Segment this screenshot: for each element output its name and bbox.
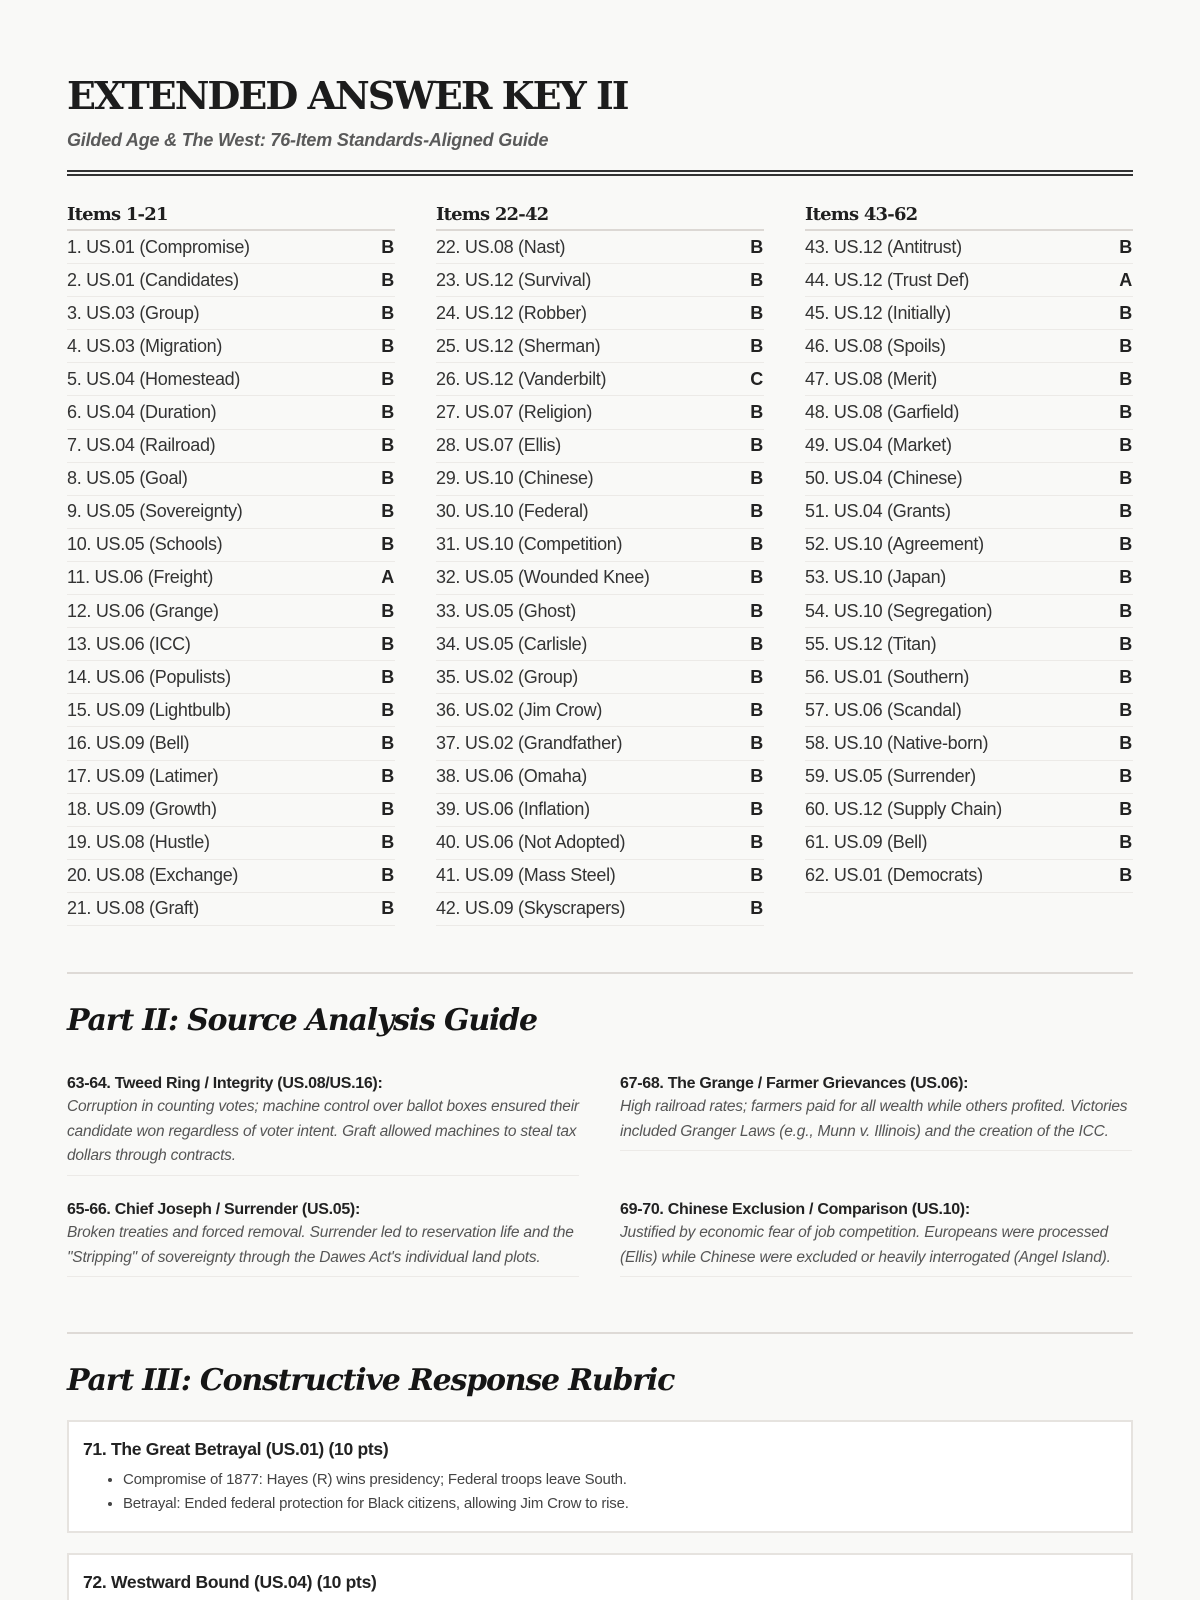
answer-row bbox=[805, 363, 1133, 396]
item-answer: B bbox=[750, 732, 763, 753]
answer-row bbox=[436, 761, 764, 794]
item-label: 48. US.08 (Garfield) bbox=[805, 402, 960, 423]
item-answer: B bbox=[750, 865, 763, 886]
item-answer: B bbox=[381, 501, 394, 522]
source-entry bbox=[67, 1199, 579, 1277]
answer-row bbox=[67, 893, 395, 926]
item-answer: B bbox=[750, 832, 763, 853]
rubric-title: 71. The Great Betrayal (US.01) (10 pts) bbox=[83, 1439, 389, 1459]
item-label: 55. US.12 (Titan) bbox=[805, 633, 937, 654]
section-divider bbox=[67, 1332, 1133, 1334]
answer-row bbox=[436, 661, 764, 694]
item-label: 45. US.12 (Initially) bbox=[805, 302, 951, 323]
item-answer: B bbox=[750, 302, 763, 323]
item-answer: B bbox=[381, 435, 394, 456]
item-answer: B bbox=[750, 335, 763, 356]
item-label: 40. US.06 (Not Adopted) bbox=[436, 832, 626, 853]
answer-row bbox=[67, 827, 395, 860]
answer-row bbox=[436, 264, 764, 297]
answer-row bbox=[436, 330, 764, 363]
item-label: 61. US.09 (Bell) bbox=[805, 832, 928, 853]
answer-row bbox=[67, 363, 395, 396]
item-label: 57. US.06 (Scandal) bbox=[805, 699, 962, 720]
item-label: 11. US.06 (Freight) bbox=[67, 567, 214, 588]
answer-row bbox=[805, 496, 1133, 529]
item-label: 41. US.09 (Mass Steel) bbox=[436, 865, 616, 886]
item-answer: B bbox=[750, 633, 763, 654]
item-answer: B bbox=[750, 766, 763, 787]
item-label: 10. US.05 (Schools) bbox=[67, 534, 223, 555]
answer-row bbox=[67, 595, 395, 628]
answer-row bbox=[67, 430, 395, 463]
item-answer: B bbox=[1119, 699, 1132, 720]
item-answer: B bbox=[1119, 865, 1132, 886]
answer-row bbox=[805, 694, 1133, 727]
item-answer: B bbox=[381, 666, 394, 687]
rubric-bullet: • Compromise of 1877: Hayes (R) wins presidency; Federal troops leave South. bbox=[123, 1468, 1117, 1492]
part3-title: Part III: Constructive Response Rubric bbox=[67, 1363, 675, 1398]
answer-row bbox=[436, 628, 764, 661]
item-answer: B bbox=[750, 468, 763, 489]
item-label: 19. US.08 (Hustle) bbox=[67, 832, 210, 853]
source-entry bbox=[620, 1199, 1132, 1277]
answer-row bbox=[805, 595, 1133, 628]
answer-column-1 bbox=[67, 204, 395, 926]
item-label: 3. US.03 (Group) bbox=[67, 302, 200, 323]
answer-row bbox=[436, 363, 764, 396]
item-label: 53. US.10 (Japan) bbox=[805, 567, 946, 588]
item-answer: A bbox=[1119, 269, 1132, 290]
item-label: 18. US.09 (Growth) bbox=[67, 799, 217, 820]
answer-row bbox=[436, 694, 764, 727]
answer-row bbox=[67, 727, 395, 760]
item-label: 22. US.08 (Nast) bbox=[436, 236, 566, 257]
item-label: 43. US.12 (Antitrust) bbox=[805, 236, 962, 257]
source-body: Corruption in counting votes; machine control over ballot boxes ensured their candidate won regardless of voter intent. Graft allowed machines to steal tax dollars through contracts. bbox=[67, 1098, 579, 1164]
item-label: 47. US.08 (Merit) bbox=[805, 368, 937, 389]
item-label: 30. US.10 (Federal) bbox=[436, 501, 589, 522]
item-answer: B bbox=[1119, 402, 1132, 423]
item-label: 62. US.01 (Democrats) bbox=[805, 865, 983, 886]
answer-row bbox=[805, 463, 1133, 496]
item-answer: B bbox=[381, 865, 394, 886]
item-label: 44. US.12 (Trust Def) bbox=[805, 269, 970, 290]
item-label: 14. US.06 (Populists) bbox=[67, 666, 231, 687]
answer-row bbox=[805, 794, 1133, 827]
source-heading: 69-70. Chinese Exclusion / Comparison (US.10): bbox=[620, 1201, 970, 1218]
answer-row bbox=[436, 562, 764, 595]
page-subtitle: Gilded Age & The West: 76-Item Standards-Aligned Guide bbox=[67, 130, 549, 150]
answer-column-3 bbox=[805, 204, 1133, 893]
item-answer: B bbox=[750, 402, 763, 423]
answer-row bbox=[436, 297, 764, 330]
item-label: 27. US.07 (Religion) bbox=[436, 402, 593, 423]
item-label: 58. US.10 (Native-born) bbox=[805, 732, 989, 753]
item-answer: A bbox=[381, 567, 394, 588]
item-answer: B bbox=[381, 302, 394, 323]
source-body: Broken treaties and forced removal. Surrender led to reservation life and the "Stripping" of sovereignty through the Dawes Act's individual land plots. bbox=[67, 1224, 574, 1266]
answer-row bbox=[805, 396, 1133, 429]
item-label: 37. US.02 (Grandfather) bbox=[436, 732, 623, 753]
item-answer: B bbox=[1119, 468, 1132, 489]
item-answer: B bbox=[381, 236, 394, 257]
item-label: 56. US.01 (Southern) bbox=[805, 666, 970, 687]
item-label: 54. US.10 (Segregation) bbox=[805, 600, 993, 621]
rubric-card bbox=[67, 1553, 1133, 1600]
answer-row bbox=[67, 661, 395, 694]
item-label: 28. US.07 (Ellis) bbox=[436, 435, 561, 456]
answer-row bbox=[67, 496, 395, 529]
answer-row bbox=[67, 264, 395, 297]
source-entry bbox=[620, 1073, 1132, 1151]
answer-row bbox=[436, 827, 764, 860]
item-answer: C bbox=[750, 368, 763, 389]
item-label: 8. US.05 (Goal) bbox=[67, 468, 188, 489]
item-label: 36. US.02 (Jim Crow) bbox=[436, 699, 603, 720]
answer-row bbox=[67, 529, 395, 562]
answer-row bbox=[67, 231, 395, 264]
item-answer: B bbox=[381, 600, 394, 621]
answer-row bbox=[436, 595, 764, 628]
item-answer: B bbox=[1119, 302, 1132, 323]
answer-row bbox=[67, 330, 395, 363]
item-answer: B bbox=[1119, 732, 1132, 753]
answer-row bbox=[805, 529, 1133, 562]
answer-row bbox=[67, 694, 395, 727]
item-answer: B bbox=[381, 832, 394, 853]
item-answer: B bbox=[1119, 236, 1132, 257]
answer-row bbox=[436, 860, 764, 893]
page-title: EXTENDED ANSWER KEY II bbox=[67, 73, 628, 118]
item-answer: B bbox=[1119, 567, 1132, 588]
item-answer: B bbox=[381, 468, 394, 489]
item-label: 33. US.05 (Ghost) bbox=[436, 600, 576, 621]
item-answer: B bbox=[1119, 501, 1132, 522]
item-answer: B bbox=[1119, 335, 1132, 356]
item-label: 25. US.12 (Sherman) bbox=[436, 335, 601, 356]
item-label: 49. US.04 (Market) bbox=[805, 435, 952, 456]
item-label: 20. US.08 (Exchange) bbox=[67, 865, 239, 886]
item-answer: B bbox=[750, 699, 763, 720]
item-label: 4. US.03 (Migration) bbox=[67, 335, 223, 356]
answer-row bbox=[67, 463, 395, 496]
part2-title: Part II: Source Analysis Guide bbox=[67, 1003, 537, 1038]
item-label: 2. US.01 (Candidates) bbox=[67, 269, 239, 290]
item-label: 38. US.06 (Omaha) bbox=[436, 766, 587, 787]
rubric-bullets bbox=[83, 1468, 1117, 1516]
item-label: 24. US.12 (Robber) bbox=[436, 302, 587, 323]
item-answer: B bbox=[1119, 600, 1132, 621]
answer-row bbox=[67, 297, 395, 330]
item-answer: B bbox=[381, 368, 394, 389]
source-body: High railroad rates; farmers paid for all wealth while others profited. Victories included Granger Laws (e.g., Munn v. Illinois) and the creation of the ICC. bbox=[620, 1098, 1128, 1140]
item-label: 15. US.09 (Lightbulb) bbox=[67, 699, 231, 720]
answer-row bbox=[67, 794, 395, 827]
item-label: 46. US.08 (Spoils) bbox=[805, 335, 946, 356]
item-answer: B bbox=[381, 402, 394, 423]
answer-row bbox=[805, 628, 1133, 661]
item-answer: B bbox=[750, 236, 763, 257]
item-answer: B bbox=[1119, 435, 1132, 456]
item-answer: B bbox=[1119, 766, 1132, 787]
header-double-rule bbox=[67, 170, 1133, 176]
item-label: 6. US.04 (Duration) bbox=[67, 402, 217, 423]
item-answer: B bbox=[750, 501, 763, 522]
item-answer: B bbox=[381, 335, 394, 356]
item-label: 32. US.05 (Wounded Knee) bbox=[436, 567, 650, 588]
item-answer: B bbox=[750, 534, 763, 555]
answer-row bbox=[805, 562, 1133, 595]
column-heading: Items 1-21 bbox=[67, 204, 395, 231]
column-heading: Items 22-42 bbox=[436, 204, 764, 231]
item-label: 34. US.05 (Carlisle) bbox=[436, 633, 588, 654]
item-label: 17. US.09 (Latimer) bbox=[67, 766, 219, 787]
answer-row bbox=[805, 727, 1133, 760]
answer-row bbox=[436, 396, 764, 429]
item-answer: B bbox=[1119, 633, 1132, 654]
item-answer: B bbox=[1119, 368, 1132, 389]
item-answer: B bbox=[750, 269, 763, 290]
answer-column-2 bbox=[436, 204, 764, 926]
answer-row bbox=[67, 628, 395, 661]
source-heading: 65-66. Chief Joseph / Surrender (US.05): bbox=[67, 1201, 360, 1218]
item-label: 52. US.10 (Agreement) bbox=[805, 534, 984, 555]
item-label: 23. US.12 (Survival) bbox=[436, 269, 592, 290]
answer-row bbox=[805, 761, 1133, 794]
answer-row bbox=[436, 231, 764, 264]
rubric-card bbox=[67, 1420, 1133, 1533]
item-label: 35. US.02 (Group) bbox=[436, 666, 578, 687]
answer-row bbox=[436, 794, 764, 827]
item-answer: B bbox=[381, 699, 394, 720]
item-label: 26. US.12 (Vanderbilt) bbox=[436, 368, 607, 389]
source-heading: 67-68. The Grange / Farmer Grievances (US.06): bbox=[620, 1075, 969, 1092]
item-label: 50. US.04 (Chinese) bbox=[805, 468, 963, 489]
item-answer: B bbox=[750, 600, 763, 621]
item-label: 42. US.09 (Skyscrapers) bbox=[436, 898, 626, 919]
answer-row bbox=[436, 727, 764, 760]
answer-row bbox=[805, 231, 1133, 264]
item-label: 29. US.10 (Chinese) bbox=[436, 468, 594, 489]
section-divider bbox=[67, 972, 1133, 974]
item-answer: B bbox=[381, 534, 394, 555]
column-heading: Items 43-62 bbox=[805, 204, 1133, 231]
answer-row bbox=[805, 661, 1133, 694]
answer-row bbox=[805, 827, 1133, 860]
item-label: 21. US.08 (Graft) bbox=[67, 898, 199, 919]
answer-row bbox=[805, 264, 1133, 297]
item-answer: B bbox=[381, 898, 394, 919]
item-answer: B bbox=[381, 633, 394, 654]
answer-row bbox=[805, 330, 1133, 363]
source-body: Justified by economic fear of job competition. Europeans were processed (Ellis) while Chinese were excluded or heavily interrogated (Angel Island). bbox=[620, 1224, 1111, 1266]
item-label: 13. US.06 (ICC) bbox=[67, 633, 191, 654]
answer-row bbox=[436, 463, 764, 496]
source-entry bbox=[67, 1073, 579, 1176]
item-label: 7. US.04 (Railroad) bbox=[67, 435, 216, 456]
answer-row bbox=[805, 297, 1133, 330]
item-label: 60. US.12 (Supply Chain) bbox=[805, 799, 1002, 820]
item-answer: B bbox=[750, 435, 763, 456]
item-label: 9. US.05 (Sovereignty) bbox=[67, 501, 243, 522]
item-answer: B bbox=[750, 799, 763, 820]
item-answer: B bbox=[1119, 534, 1132, 555]
item-label: 1. US.01 (Compromise) bbox=[67, 236, 250, 257]
item-answer: B bbox=[381, 269, 394, 290]
answer-row bbox=[805, 430, 1133, 463]
item-label: 31. US.10 (Competition) bbox=[436, 534, 623, 555]
rubric-title: 72. Westward Bound (US.04) (10 pts) bbox=[83, 1572, 377, 1592]
item-answer: B bbox=[381, 732, 394, 753]
answer-row bbox=[805, 860, 1133, 893]
item-answer: B bbox=[750, 898, 763, 919]
source-heading: 63-64. Tweed Ring / Integrity (US.08/US.16): bbox=[67, 1075, 383, 1092]
answer-row bbox=[436, 496, 764, 529]
answer-row bbox=[436, 430, 764, 463]
answer-row bbox=[67, 860, 395, 893]
item-answer: B bbox=[1119, 666, 1132, 687]
item-label: 12. US.06 (Grange) bbox=[67, 600, 219, 621]
item-label: 59. US.05 (Surrender) bbox=[805, 766, 976, 787]
item-label: 5. US.04 (Homestead) bbox=[67, 368, 241, 389]
answer-row bbox=[67, 562, 395, 595]
answer-row bbox=[436, 529, 764, 562]
item-answer: B bbox=[381, 766, 394, 787]
item-answer: B bbox=[750, 666, 763, 687]
item-label: 51. US.04 (Grants) bbox=[805, 501, 951, 522]
item-answer: B bbox=[750, 567, 763, 588]
rubric-bullet: • Betrayal: Ended federal protection for Black citizens, allowing Jim Crow to rise. bbox=[123, 1492, 1117, 1516]
item-answer: B bbox=[1119, 799, 1132, 820]
item-label: 39. US.06 (Inflation) bbox=[436, 799, 590, 820]
answer-row bbox=[436, 893, 764, 926]
item-answer: B bbox=[1119, 832, 1132, 853]
answer-row bbox=[67, 761, 395, 794]
answer-row bbox=[67, 396, 395, 429]
item-answer: B bbox=[381, 799, 394, 820]
item-label: 16. US.09 (Bell) bbox=[67, 732, 190, 753]
